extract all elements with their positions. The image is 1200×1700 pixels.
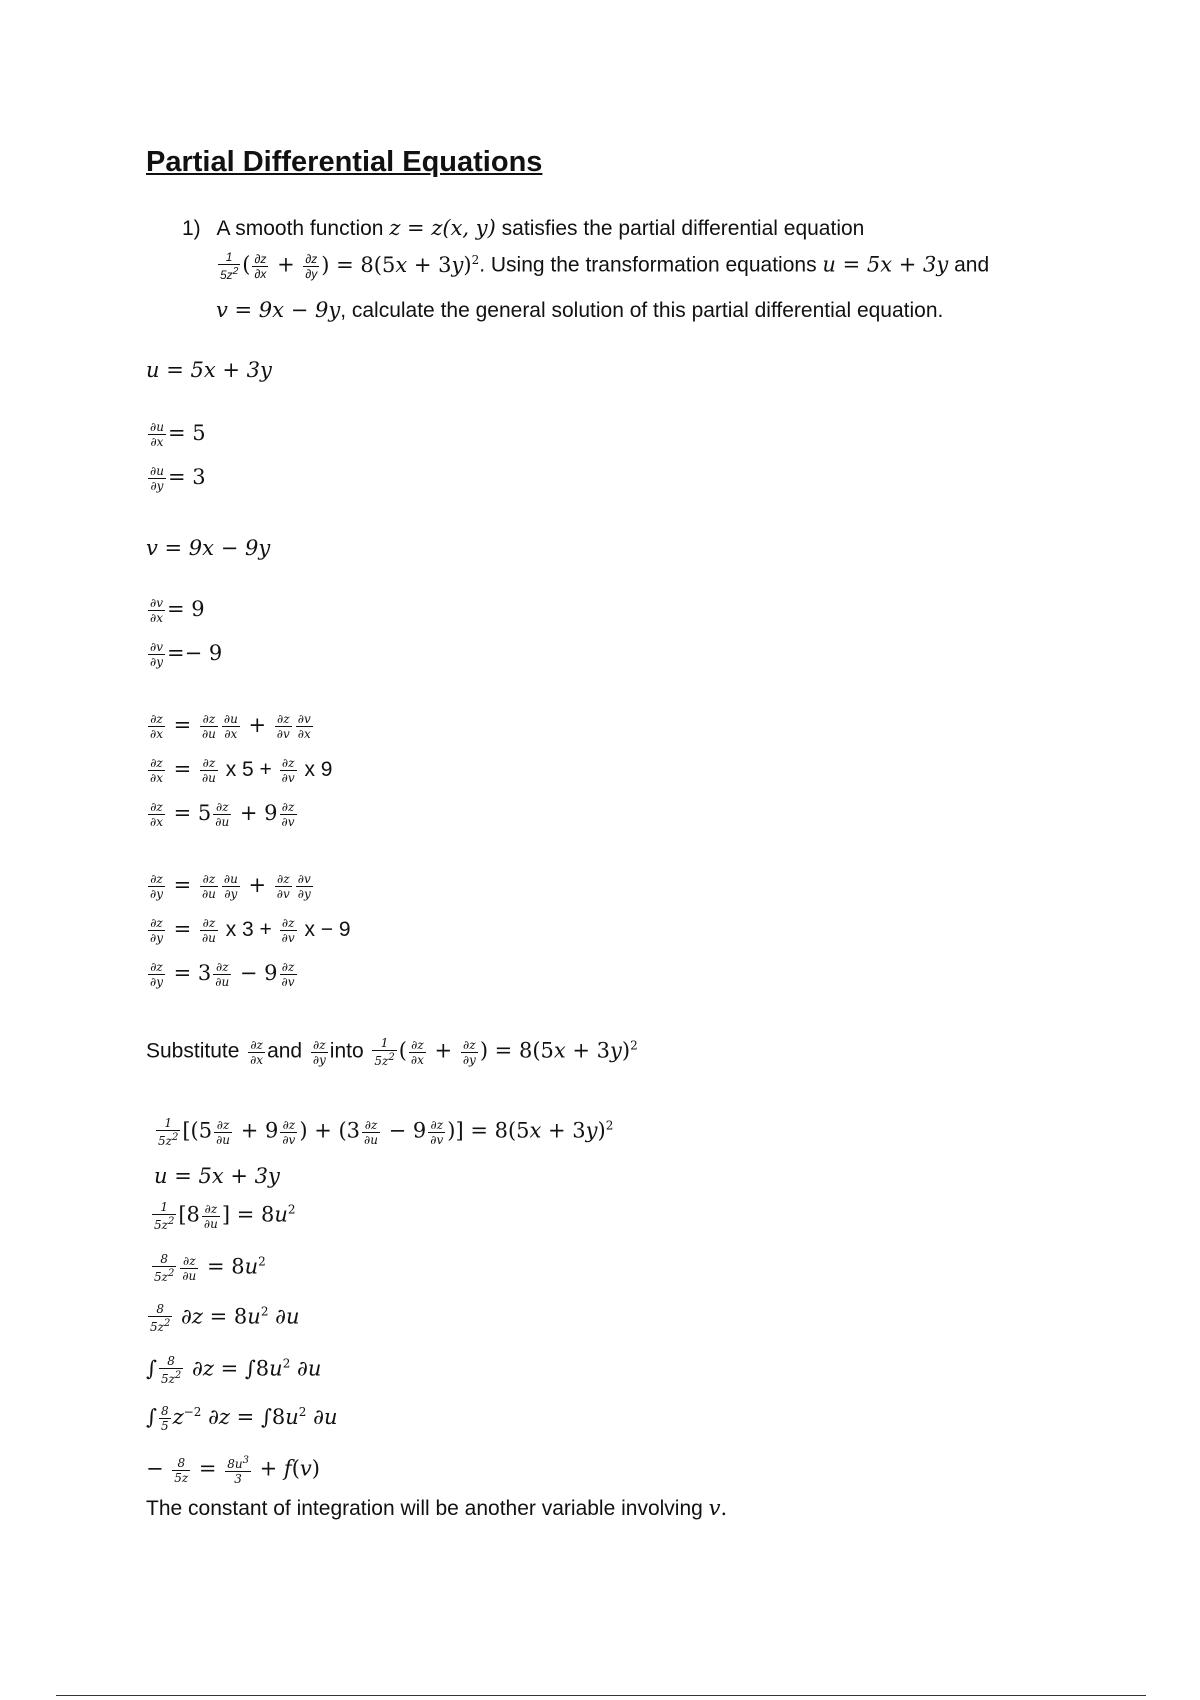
chain-rule-y: $\frac{\partial z}{\partial y}$ = $\frac{\partial z}{\partial u}$ $\frac{\partial u}{\partial y}$ + $\frac{\partial z}{\partial v}$ $\frac{\partial v}{\partial y}$	[150, 872, 311, 901]
separated-equation: $\frac{8}{5z^2}$ $\frac{\partial z}{\partial u}$ = $8u^2$	[154, 1252, 266, 1284]
page-title: Partial Differential Equations	[146, 146, 543, 178]
question-line-1: 1) A smooth function z = z(x, y) satisfies the partial differential equation	[182, 216, 865, 240]
transform-v: v = 9x − 9y	[216, 298, 341, 322]
substituted-equation: $\frac{1}{5z^2}$ [(5 $\frac{\partial z}{\partial u}$ + 9 $\frac{\partial z}{\partial v}$ ) + (3 $\frac{\partial z}{\partial u}$ − 9 $\frac{\partial z}{\partial v}$ )] = $8(5x + 3y)^2$	[158, 1116, 614, 1148]
chain-rule-x: $\frac{\partial z}{\partial x}$ = $\frac{\partial z}{\partial u}$ $\frac{\partial u}{\partial x}$ + $\frac{\partial z}{\partial v}$ $\frac{\partial v}{\partial x}$	[150, 712, 311, 741]
footer-rule	[56, 1695, 1146, 1696]
du-dx: $\frac{\partial u}{\partial x}$ = 5	[150, 420, 206, 449]
chain-rule-y-result: $\frac{\partial z}{\partial y}$ = 3 $\frac{\partial z}{\partial u}$ − 9 $\frac{\partial z}{\partial v}$	[150, 960, 295, 989]
question-line-2: $\frac{1}{5z^2}$ ( $\frac{\partial z}{\partial x}$ + $\frac{\partial z}{\partial y}$ ) = $8(5x + 3y)^2$. Using the transformation equations u = 5x + 3y and	[220, 250, 990, 282]
conclusion-text: The constant of integration will be another variable involving v.	[146, 1496, 728, 1520]
u-definition-2: u = 5x + 3y	[154, 1164, 280, 1188]
transform-u: u = 5x + 3y	[822, 252, 949, 277]
general-solution: − $\frac{8}{5z}$ = $\frac{8u^3}{3}$ + f(v)	[146, 1455, 320, 1486]
chain-rule-x-sub: $\frac{\partial z}{\partial x}$ = $\frac{\partial z}{\partial u}$ x 5 + $\frac{\partial z}{\partial v}$ x 9	[150, 756, 333, 785]
substitute-line: Substitute $\frac{\partial z}{\partial x}$ and $\frac{\partial z}{\partial y}$ into $\frac{1}{5z^2}$ ( $\frac{\partial z}{\partial x}$ + $\frac{\partial z}{\partial y}$ ) = $8(5x + 3y)^2$	[146, 1036, 638, 1068]
dv-dx: $\frac{\partial v}{\partial x}$ = 9	[150, 596, 205, 625]
simplified-equation: $\frac{1}{5z^2}$ [8 $\frac{\partial z}{\partial u}$ ] = $8u^2$	[154, 1200, 296, 1232]
dv-dy: $\frac{\partial v}{\partial y}$ =− 9	[150, 640, 223, 669]
integral-form: ∫ $\frac{8}{5z^2}$ $\partial z = \int 8u^2$ ∂u	[146, 1354, 322, 1386]
chain-rule-y-sub: $\frac{\partial z}{\partial y}$ = $\frac{\partial z}{\partial u}$ x 3 + $\frac{\partial z}{\partial v}$ x − 9	[150, 916, 351, 945]
question-number: 1)	[182, 217, 201, 240]
du-dy: $\frac{\partial u}{\partial y}$ = 3	[150, 464, 206, 493]
question-line-3: v = 9x − 9y, calculate the general solution of this partial differential equation.	[216, 298, 944, 322]
v-definition: v = 9x − 9y	[146, 536, 271, 560]
function-def: z = z(x, y)	[389, 216, 496, 240]
integral-form-2: ∫ $\frac{8}{5}$ $z^{-2}$ $\partial z = \int 8u^2$ ∂u	[146, 1404, 338, 1433]
u-definition: u = 5x + 3y	[146, 358, 272, 382]
differential-form: $\frac{8}{5z^2}$ $\partial z = 8u^2$ ∂u	[150, 1302, 300, 1334]
chain-rule-x-result: $\frac{\partial z}{\partial x}$ = 5 $\frac{\partial z}{\partial u}$ + 9 $\frac{\partial z}{\partial v}$	[150, 800, 295, 829]
